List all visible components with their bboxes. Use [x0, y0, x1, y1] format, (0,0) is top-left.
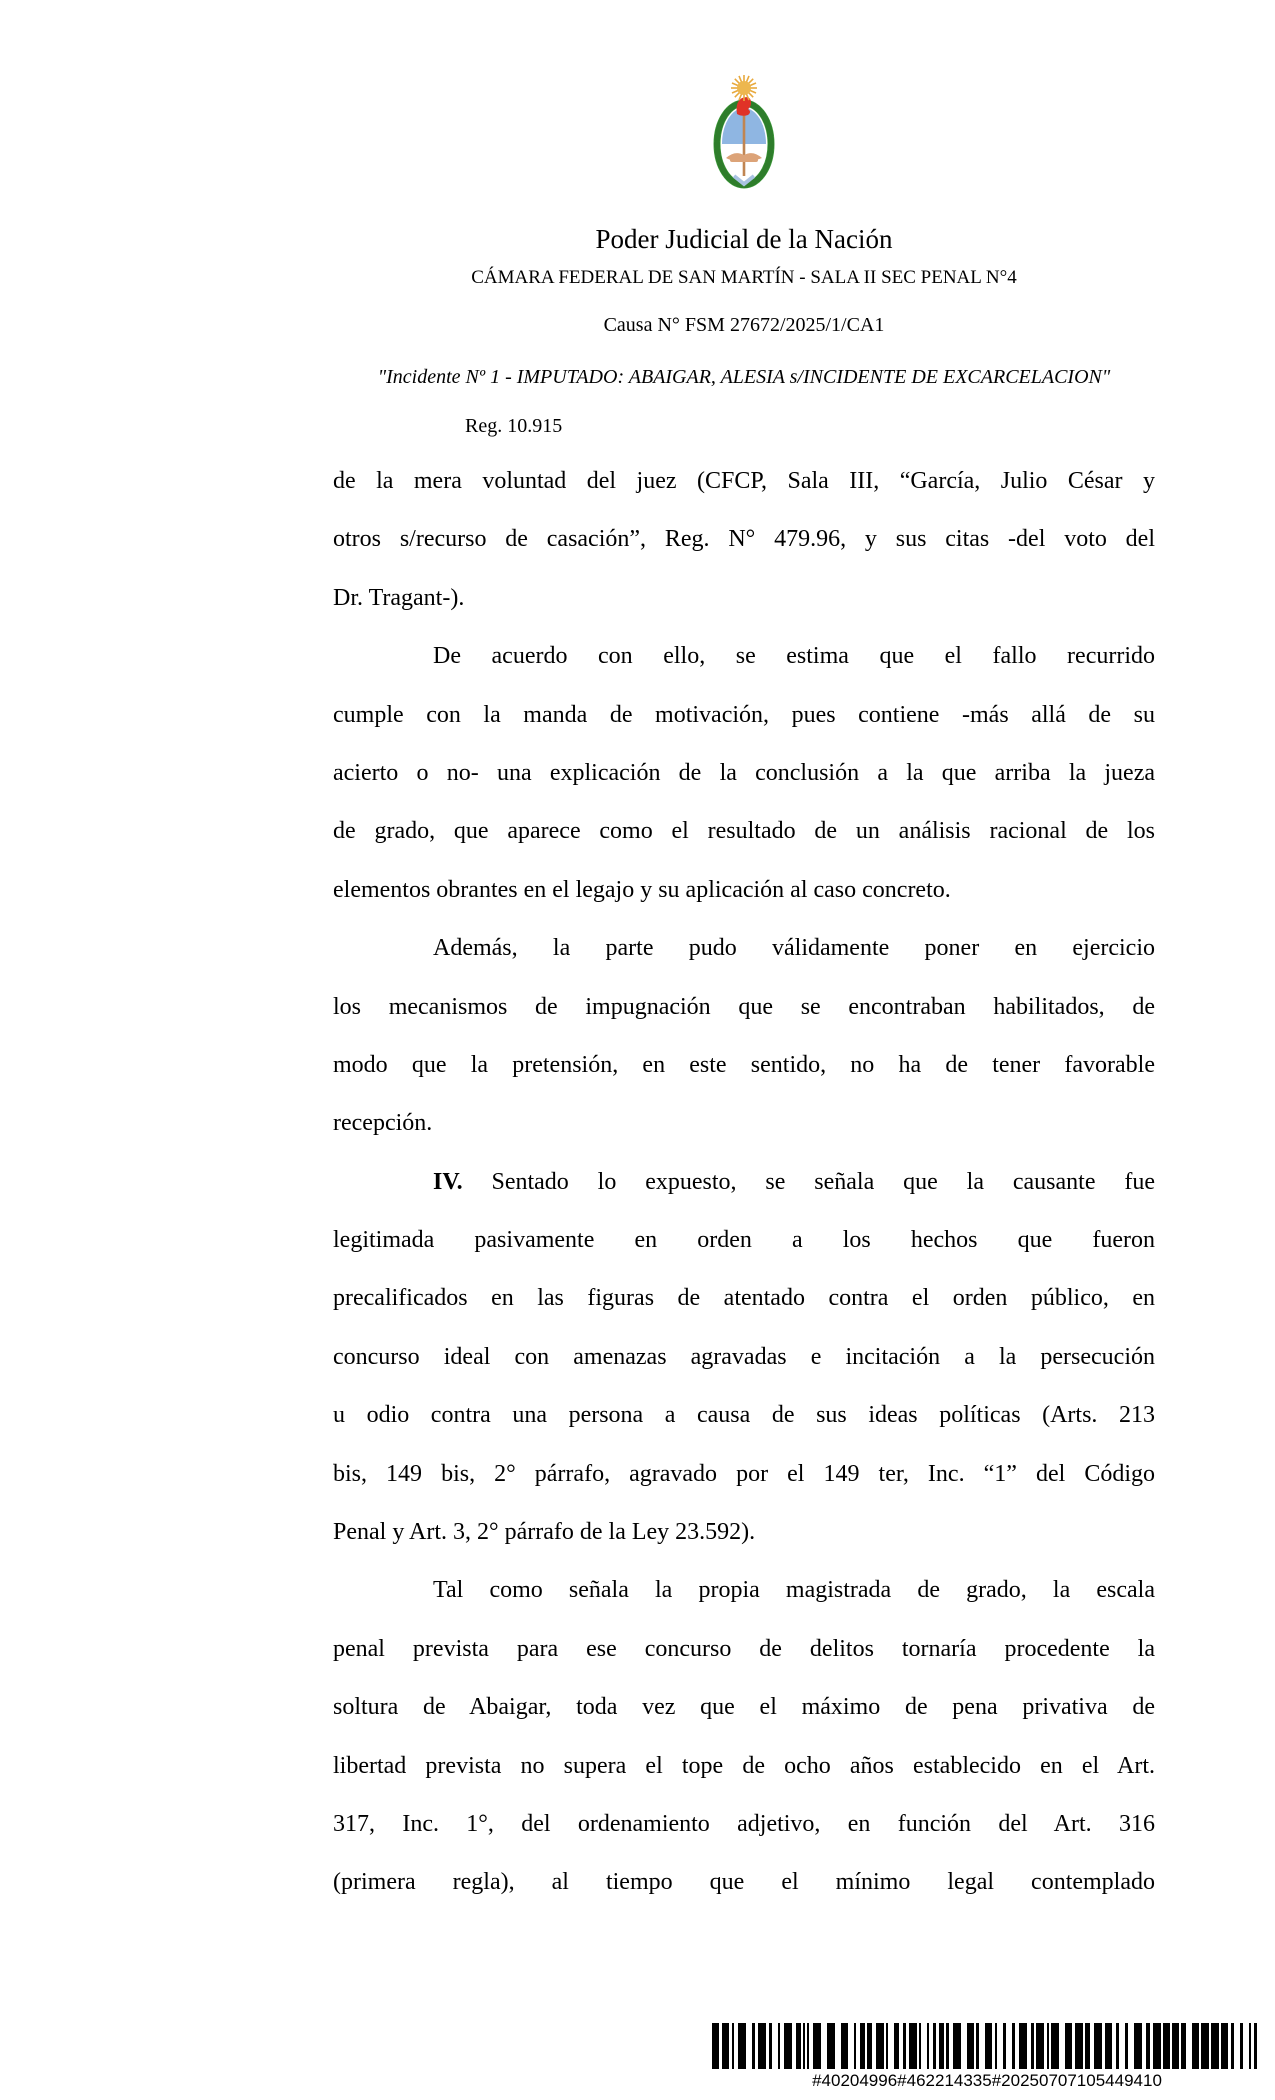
sun-ray: [739, 76, 742, 82]
barcode-bar: [854, 2023, 856, 2069]
body-text-line: bis, 149 bis, 2° párrafo, agravado por el 149 ter, Inc. “1” del Código: [333, 1460, 1155, 1487]
barcode-bar: [1105, 2023, 1112, 2069]
barcode-bar: [1254, 2023, 1257, 2069]
barcode-bar: [803, 2023, 805, 2069]
barcode-label: #40204996#462214335#20250707105449410: [812, 2071, 1162, 2090]
barcode-bar: [1249, 2023, 1251, 2069]
barcode-bar: [976, 2023, 979, 2069]
barcode-bar: [1065, 2023, 1072, 2069]
sun-ray: [735, 79, 740, 84]
barcode-bar: [909, 2023, 917, 2069]
sun-ray: [732, 90, 738, 93]
barcode-bar: [1240, 2023, 1243, 2069]
barcode-bar: [946, 2023, 949, 2069]
barcode-bar: [1181, 2023, 1186, 2069]
barcode: [712, 2023, 1262, 2069]
barcode-bar: [813, 2023, 821, 2069]
barcode-bar: [769, 2023, 772, 2069]
barcode-bar: [939, 2023, 944, 2069]
body-text-line: cumple con la manda de motivación, pues contiene -más allá de su: [333, 701, 1155, 728]
institution-title: Poder Judicial de la Nación: [595, 224, 893, 254]
barcode-bar: [1047, 2023, 1049, 2069]
barcode-bar: [927, 2023, 929, 2069]
barcode-bar: [778, 2023, 780, 2069]
body-text-line: soltura de Abaigar, toda vez que el máximo de pena privativa de: [333, 1694, 1155, 1721]
barcode-bar: [886, 2023, 888, 2069]
body-text-line: legitimada pasivamente en orden a los hechos que fueron: [333, 1227, 1155, 1254]
body-text-line: precalificados en las figuras de atentado contra el orden público, en: [333, 1285, 1155, 1312]
document-body: [333, 452, 1155, 1912]
barcode-bar: [903, 2023, 906, 2069]
body-text-line: penal prevista para ese concurso de delitos tornaría procedente la: [333, 1635, 1155, 1662]
barcode-bar: [867, 2023, 872, 2069]
pike-pole: [743, 112, 746, 176]
sun-ray: [750, 90, 756, 93]
registry-number: Reg. 10.915: [465, 415, 563, 437]
barcode-bar: [1036, 2023, 1044, 2069]
case-number: Causa N° FSM 27672/2025/1/CA1: [603, 314, 885, 336]
barcode-bar: [953, 2023, 961, 2069]
body-text-line: (primera regla), al tiempo que el mínimo legal contemplado: [333, 1869, 1155, 1896]
barcode-bar: [1116, 2023, 1119, 2069]
barcode-bar: [784, 2023, 792, 2069]
barcode-bar: [1003, 2023, 1006, 2069]
body-text-line: Penal y Art. 3, 2° párrafo de la Ley 23.592).: [333, 1519, 756, 1546]
barcode-bar: [1146, 2023, 1150, 2069]
body-text-line: elementos obrantes en el legajo y su aplicación al caso concreto.: [333, 876, 951, 903]
barcode-bar: [1075, 2023, 1083, 2069]
barcode-bar: [712, 2023, 719, 2069]
barcode-bar: [1125, 2023, 1128, 2069]
barcode-bar: [995, 2023, 997, 2069]
sun-ray: [748, 79, 753, 84]
body-text-line: de grado, que aparece como el resultado de un análisis racional de los: [333, 818, 1155, 845]
barcode-bar: [796, 2023, 801, 2069]
barcode-bar: [1192, 2023, 1199, 2069]
barcode-bar: [894, 2023, 899, 2069]
barcode-bar: [758, 2023, 766, 2069]
body-text-line: De acuerdo con ello, se estima que el fallo recurrido: [433, 643, 1155, 670]
body-text-line: los mecanismos de impugnación que se encontraban habilitados, de: [333, 993, 1155, 1020]
barcode-bar: [732, 2023, 734, 2069]
barcode-bar: [738, 2023, 746, 2069]
body-text-line: recepción.: [333, 1110, 433, 1137]
barcode-bar: [1051, 2023, 1059, 2069]
sun-of-may: [731, 75, 757, 101]
body-text-line: Dr. Tragant-).: [333, 584, 465, 611]
barcode-bar: [841, 2023, 848, 2069]
barcode-bar: [919, 2023, 921, 2069]
barcode-bar: [876, 2023, 884, 2069]
barcode-bar: [860, 2023, 865, 2069]
body-text-line: acierto o no- una explicación de la conclusión a la que arriba la jueza: [333, 759, 1155, 786]
sun-ray: [750, 83, 756, 86]
barcode-bar: [1211, 2023, 1219, 2069]
barcode-bar: [827, 2023, 835, 2069]
barcode-bar: [933, 2023, 936, 2069]
barcode-bar: [807, 2023, 809, 2069]
sun-ray: [746, 76, 749, 82]
barcode-bar: [1134, 2023, 1142, 2069]
barcode-bar: [752, 2023, 755, 2069]
barcode-bar: [967, 2023, 974, 2069]
sun-disc: [737, 81, 751, 95]
barcode-bar: [985, 2023, 992, 2069]
sun-ray: [732, 83, 738, 86]
barcode-bar: [1231, 2023, 1234, 2069]
barcode-bar: [1172, 2023, 1179, 2069]
sun-ray: [748, 92, 753, 97]
body-text-line: Tal como señala la propia magistrada de grado, la escala: [433, 1577, 1155, 1604]
barcode-bar: [1012, 2023, 1015, 2069]
court-name: CÁMARA FEDERAL DE SAN MARTÍN - SALA II SEC PENAL N°4: [471, 267, 1017, 288]
body-text-line: 317, Inc. 1°, del ordenamiento adjetivo, en función del Art. 316: [333, 1810, 1155, 1837]
body-text-line: IV. Sentado lo expuesto, se señala que la causante fue: [433, 1168, 1155, 1195]
body-text-line: de la mera voluntad del juez (CFCP, Sala III, “García, Julio César y: [333, 468, 1155, 494]
barcode-bar: [1221, 2023, 1228, 2069]
barcode-bar: [1163, 2023, 1170, 2069]
body-text-line: otros s/recurso de casación”, Reg. N° 479.96, y sus citas -del voto del: [333, 526, 1155, 553]
barcode-bar: [1085, 2023, 1090, 2069]
sun-ray: [735, 92, 740, 97]
body-text-line: libertad prevista no supera el tope de ocho años establecido en el Art.: [333, 1752, 1155, 1779]
barcode-bar: [1153, 2023, 1161, 2069]
body-text-line: u odio contra una persona a causa de sus ideas políticas (Arts. 213: [333, 1402, 1155, 1429]
barcode-bar: [1201, 2023, 1209, 2069]
body-text-line: Además, la parte pudo válidamente poner en ejercicio: [433, 935, 1155, 962]
barcode-bar: [1094, 2023, 1102, 2069]
argentina-coat-of-arms: [702, 72, 786, 192]
hands-cross: [730, 158, 758, 162]
barcode-bar: [1031, 2023, 1034, 2069]
body-text-line: concurso ideal con amenazas agravadas e incitación a la persecución: [333, 1343, 1155, 1370]
body-text-line: modo que la pretensión, en este sentido, no ha de tener favorable: [333, 1051, 1155, 1078]
barcode-bar: [1019, 2023, 1027, 2069]
section-number: IV.: [433, 1168, 492, 1195]
barcode-bar: [722, 2023, 729, 2069]
case-caption: "Incidente Nº 1 - IMPUTADO: ABAIGAR, ALESIA s/INCIDENTE DE EXCARCELACION": [377, 366, 1111, 388]
